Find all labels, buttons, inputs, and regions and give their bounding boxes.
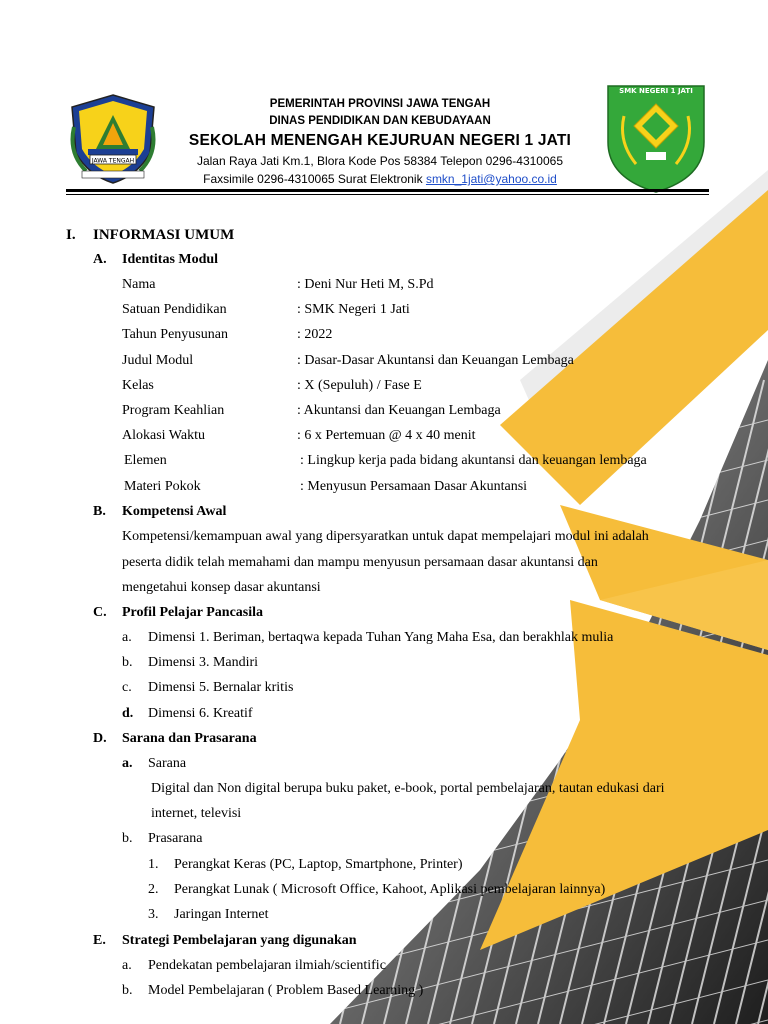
identity-value: : Akuntansi dan Keuangan Lembaga bbox=[297, 403, 501, 418]
jawa-tengah-emblem bbox=[68, 93, 158, 185]
identity-value: : Menyusun Persamaan Dasar Akuntansi bbox=[300, 479, 528, 494]
list-item: Dimensi 1. Beriman, bertaqwa kepada Tuhan Yang Maha Esa, dan berakhlak mulia bbox=[148, 630, 614, 645]
list-item: Dimensi 6. Kreatif bbox=[148, 706, 253, 721]
left-logo-label: JAWA TENGAH bbox=[91, 157, 135, 165]
header-line-contact bbox=[160, 170, 600, 188]
identity-label: Program Keahlian bbox=[122, 403, 225, 418]
subsection-letter-b: B. bbox=[93, 504, 106, 519]
list-item: Dimensi 3. Mandiri bbox=[148, 655, 259, 670]
list-marker: d. bbox=[122, 706, 134, 721]
identity-label: Alokasi Waktu bbox=[122, 428, 205, 443]
email-link[interactable]: smkn_1jati@yahoo.co.id bbox=[425, 172, 557, 186]
identity-label: Judul Modul bbox=[122, 353, 194, 368]
subsection-title-kompetensi: Kompetensi Awal bbox=[122, 504, 227, 519]
list-item: Jaringan Internet bbox=[174, 907, 269, 922]
list-marker: 1. bbox=[148, 857, 159, 872]
letterhead-rule-thin bbox=[66, 194, 709, 195]
kompetensi-line: mengetahui konsep dasar akuntansi bbox=[122, 580, 321, 595]
list-marker: 3. bbox=[148, 907, 159, 922]
sarana-line: internet, televisi bbox=[151, 806, 242, 821]
sarana-title: Sarana bbox=[148, 756, 187, 771]
list-marker: a. bbox=[122, 958, 132, 973]
letterhead-rule bbox=[66, 189, 709, 192]
subsection-title-strategi: Strategi Pembelajaran yang digunakan bbox=[122, 933, 357, 948]
list-item: Perangkat Keras (PC, Laptop, Smartphone, Printer) bbox=[174, 857, 463, 872]
smk-negeri-1-jati-emblem bbox=[604, 82, 708, 194]
list-item: Pendekatan pembelajaran ilmiah/scientific bbox=[148, 958, 386, 973]
subsection-letter-a: A. bbox=[93, 252, 107, 267]
right-logo-label: SMK NEGERI 1 JATI bbox=[619, 87, 693, 95]
subsection-letter-c: C. bbox=[93, 605, 107, 620]
identity-value: : Lingkup kerja pada bidang akuntansi dan keuangan lembaga bbox=[300, 453, 647, 468]
identity-value: : X (Sepuluh) / Fase E bbox=[297, 378, 422, 393]
header-line-address: Jalan Raya Jati Km.1, Blora Kode Pos 58384 Telepon 0296-4310065 bbox=[196, 154, 564, 168]
header-line-school-name: SEKOLAH MENENGAH KEJURUAN NEGERI 1 JATI bbox=[188, 132, 572, 149]
identity-value: : 6 x Pertemuan @ 4 x 40 menit bbox=[297, 428, 476, 443]
prasarana-title: Prasarana bbox=[148, 831, 203, 846]
identity-label: Tahun Penyusunan bbox=[122, 327, 228, 342]
identity-label: Materi Pokok bbox=[124, 479, 201, 494]
header-line-department: DINAS PENDIDIKAN DAN KEBUDAYAAN bbox=[269, 115, 491, 127]
subsection-title-sarana: Sarana dan Prasarana bbox=[122, 731, 257, 746]
subsection-title-profil: Profil Pelajar Pancasila bbox=[122, 605, 264, 620]
subsection-letter-e: E. bbox=[93, 933, 106, 948]
list-marker: a. bbox=[122, 756, 133, 771]
list-marker: 2. bbox=[148, 882, 159, 897]
identity-label: Satuan Pendidikan bbox=[122, 302, 227, 317]
list-item: Model Pembelajaran ( Problem Based Learning ) bbox=[148, 983, 424, 998]
identity-value: : 2022 bbox=[297, 327, 333, 342]
identity-value: : SMK Negeri 1 Jati bbox=[297, 302, 410, 317]
subsection-title-identitas: Identitas Modul bbox=[122, 252, 219, 267]
list-marker: a. bbox=[122, 630, 132, 645]
kompetensi-line: peserta didik telah memahami dan mampu menyusun persamaan dasar akuntansi dan bbox=[122, 555, 598, 570]
list-item: Dimensi 5. Bernalar kritis bbox=[148, 680, 294, 695]
letterhead bbox=[160, 96, 600, 188]
identity-value: : Deni Nur Heti M, S.Pd bbox=[297, 277, 434, 292]
identity-value: : Dasar-Dasar Akuntansi dan Keuangan Lembaga bbox=[297, 353, 574, 368]
list-marker: c. bbox=[122, 680, 132, 695]
kompetensi-line: Kompetensi/kemampuan awal yang dipersyaratkan untuk dapat mempelajari modul ini adalah bbox=[122, 529, 649, 544]
identity-label: Kelas bbox=[122, 378, 154, 393]
list-marker: b. bbox=[122, 831, 133, 846]
list-marker: b. bbox=[122, 655, 133, 670]
contact-prefix: Faxsimile 0296-4310065 Surat Elektronik bbox=[203, 172, 426, 186]
section-title: INFORMASI UMUM bbox=[93, 227, 235, 243]
sarana-line: Digital dan Non digital berupa buku paket, e-book, portal pembelajaran, tautan edukasi dari bbox=[151, 781, 665, 796]
subsection-letter-d: D. bbox=[93, 731, 107, 746]
section-number: I. bbox=[66, 227, 76, 243]
identity-label: Nama bbox=[122, 277, 156, 292]
list-marker: b. bbox=[122, 983, 133, 998]
identity-label: Elemen bbox=[124, 453, 167, 468]
header-line-province: PEMERINTAH PROVINSI JAWA TENGAH bbox=[269, 98, 491, 110]
list-item: Perangkat Lunak ( Microsoft Office, Kahoot, Aplikasi pembelajaran lainnya) bbox=[174, 882, 606, 897]
